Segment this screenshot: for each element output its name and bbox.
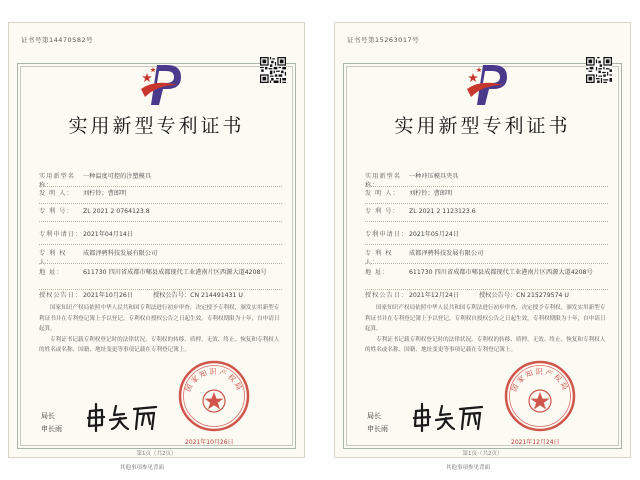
divider xyxy=(39,203,282,204)
field-label: 授权公告日： xyxy=(365,292,409,299)
field-label: 发 明 人： xyxy=(39,190,74,197)
cnipa-logo-icon xyxy=(463,59,513,109)
field-patent-number xyxy=(39,208,282,217)
field-value: 2021年04月14日 xyxy=(83,231,134,238)
page-info: 第1页（共2页） xyxy=(462,451,503,457)
seal-date: 2021年12月24日 xyxy=(511,439,560,446)
certificate-body-text xyxy=(39,303,282,356)
field-value: 刘柠铃；曹郎明 xyxy=(83,190,127,197)
signature-icon xyxy=(84,401,164,433)
divider xyxy=(365,244,608,245)
director-title: 局长 xyxy=(41,412,55,420)
certificate-title: 实用新型专利证书 xyxy=(68,115,245,137)
field-label: 授权公告日： xyxy=(39,292,83,299)
field-label: 实用新型名称： xyxy=(39,173,75,189)
divider xyxy=(365,203,608,204)
field-address xyxy=(365,269,608,278)
footer-note-left: 其他事项参见背面 xyxy=(120,465,165,471)
body-paragraph: 专利证书记载专利权登记时的法律状况。专利权的转移、质押、无效、终止、恢复和专利权人的姓名或名称、国籍、地址变更等事项记载在专利登记簿上。 xyxy=(39,336,280,353)
field-value: 2021年12月24日 xyxy=(409,292,460,299)
qr-code-icon xyxy=(586,57,612,83)
field-label: 专 利 号： xyxy=(365,208,400,215)
field-label: 专 利 号： xyxy=(39,208,74,215)
field-grant-date xyxy=(365,292,608,301)
field-patentee xyxy=(39,250,282,267)
official-seal-icon xyxy=(503,359,577,433)
divider xyxy=(365,221,608,222)
field-inventors xyxy=(39,190,282,199)
certificate-number: 证书号第14470582号 xyxy=(21,36,94,44)
field-address xyxy=(39,269,282,278)
cnipa-logo-icon xyxy=(137,59,187,109)
field-patent-number xyxy=(365,208,608,217)
certificate-right xyxy=(334,22,631,458)
divider xyxy=(39,244,282,245)
certificate-number: 证书号第15263017号 xyxy=(347,36,420,44)
divider xyxy=(39,221,282,222)
field-value: ZL 2021 2 1123123.6 xyxy=(409,208,476,215)
field-value: 成都泽骋科技发展有限公司 xyxy=(409,250,484,257)
field-value: 刘柠铃；曹郎明 xyxy=(409,190,453,197)
divider xyxy=(39,289,282,290)
body-paragraph: 国家知识产权局依照中华人民共和国专利法进行初步审查，决定授予专利权，颁发实用新型专利证书并在专利登记簿上予以登记。专利权自授权公告之日起生效。专利权期限为十年，自申请日起算。 xyxy=(39,305,280,332)
field-label: 实用新型名称： xyxy=(365,173,401,189)
field-patentee xyxy=(365,250,608,267)
field-label: 地 址： xyxy=(39,269,64,276)
field-label: 地 址： xyxy=(365,269,390,276)
certificate-body-text xyxy=(365,303,608,356)
director-title: 局长 xyxy=(367,412,381,420)
director-name: 申长雨 xyxy=(41,425,62,433)
field-label: 专 利 权 人： xyxy=(39,250,67,266)
qr-code-icon xyxy=(260,57,286,83)
grant-announcement-number: 授权公告号：CN 215279574 U xyxy=(479,292,569,299)
body-paragraph: 国家知识产权局依照中华人民共和国专利法进行初步审查，决定授予专利权，颁发实用新型专利证书并在专利登记簿上予以登记。专利权自授权公告之日起生效。专利权期限为十年，自申请日起算。 xyxy=(365,305,606,332)
body-paragraph: 专利证书记载专利权登记时的法律状况。专利权的转移、质押、无效、终止、恢复和专利权人的姓名或名称、国籍、地址变更等事项记载在专利登记簿上。 xyxy=(365,336,606,353)
divider xyxy=(365,263,608,264)
field-value: 611730 四川省成都市郫县成都现代工业港南片区西源大道4208号 xyxy=(409,269,593,276)
field-label: 发 明 人： xyxy=(365,190,400,197)
field-label: 专利申请日： xyxy=(39,231,83,238)
field-application-date xyxy=(365,231,608,240)
field-value: 成都泽骋科技发展有限公司 xyxy=(83,250,158,257)
field-value: 2021年05月24日 xyxy=(409,231,460,238)
field-label: 专 利 权 人： xyxy=(365,250,393,266)
grant-announcement-number: 授权公告号：CN 214491431 U xyxy=(153,292,243,299)
field-utility-model-name xyxy=(39,173,282,190)
field-value: 一种温度可控的注塑模具 xyxy=(83,173,152,180)
field-label: 专利申请日： xyxy=(365,231,409,238)
field-application-date xyxy=(39,231,282,240)
certificate-title: 实用新型专利证书 xyxy=(394,115,571,137)
divider xyxy=(39,263,282,264)
seal-text: 国家知识产权局 xyxy=(183,367,245,393)
certificate-left xyxy=(8,22,305,458)
footer-note-right: 其他事项参见背面 xyxy=(446,465,491,471)
field-value: 一种冲压模具夹具 xyxy=(409,173,459,180)
divider xyxy=(39,186,282,187)
field-grant-date xyxy=(39,292,282,301)
official-seal-icon xyxy=(177,359,251,433)
field-value: ZL 2021 2 0764123.8 xyxy=(83,208,150,215)
field-value: 2021年10月26日 xyxy=(83,292,134,299)
page-info: 第1页（共2页） xyxy=(136,451,177,457)
field-inventors xyxy=(365,190,608,199)
signature-icon xyxy=(410,401,490,433)
seal-date: 2021年10月26日 xyxy=(185,439,234,446)
seal-text: 国家知识产权局 xyxy=(509,367,571,393)
director-name: 申长雨 xyxy=(367,425,388,433)
divider xyxy=(365,289,608,290)
field-utility-model-name xyxy=(365,173,608,190)
divider xyxy=(365,186,608,187)
field-value: 611730 四川省成都市郫县成都现代工业港南片区西源大道4208号 xyxy=(83,269,267,276)
